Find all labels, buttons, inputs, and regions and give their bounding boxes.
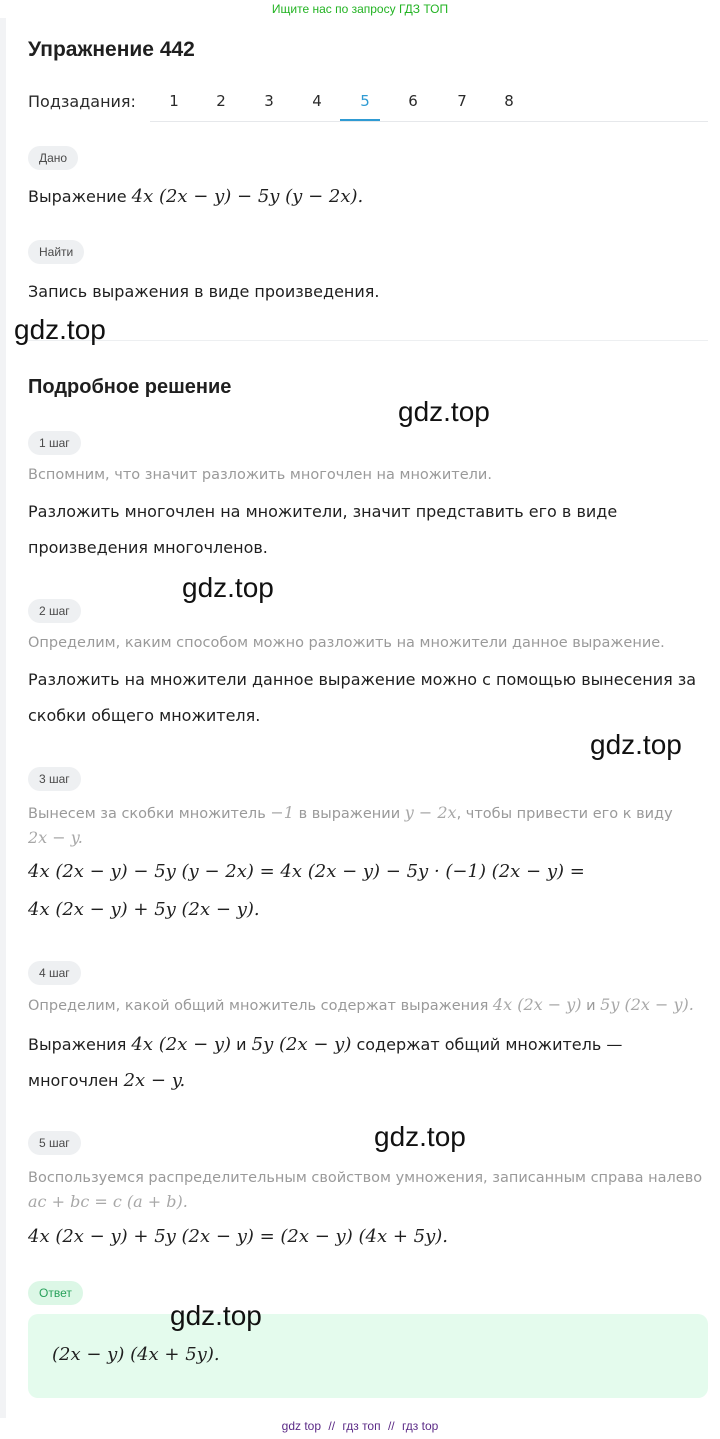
step-5-badge: 5 шаг [28,1131,81,1155]
active-tab-indicator [340,119,380,121]
step-5-hint-formula: ac + bc = c (a + b). [28,1192,188,1211]
tab-subtask-6[interactable]: 6 [408,92,418,110]
watermark: gdz.top [590,729,682,760]
step-5-equation: 4x (2x − y) + 5y (2x − y) = (2x − y) (4x + 5y). [28,1226,448,1247]
tab-subtask-3[interactable]: 3 [264,92,274,110]
step-3-hint-m2: y − 2x [404,803,457,822]
step-4-text-a: Выражения [28,1035,127,1054]
tab-subtask-2[interactable]: 2 [216,92,226,110]
step-4-hint-m2: 5y (2x − y). [600,995,694,1014]
footer-separator: // [387,1419,395,1433]
exercise-card [6,18,720,1418]
top-banner[interactable]: Ищите нас по запросу ГДЗ ТОП [271,2,449,16]
step-4-line-2 [28,1070,185,1091]
tab-subtask-4[interactable]: 4 [312,92,322,110]
given-text [28,186,363,207]
step-4-text-m2: 5y (2x − y) [251,1034,352,1055]
step-3-hint-a: Вынесем за скобки множитель [28,806,266,822]
answer-badge: Ответ [28,1281,83,1305]
step-4-hint-a: Определим, какой общий множитель содержат выражения [28,998,489,1014]
section-divider [28,340,708,341]
tab-subtask-7[interactable]: 7 [457,92,467,110]
step-2-line-2: скобки общего множителя. [28,706,261,725]
page-title: Упражнение 442 [28,38,195,61]
footer-link-1[interactable]: gdz top [281,1419,322,1433]
step-4-text-m3: 2x − y. [123,1070,186,1091]
step-3-hint [28,801,688,851]
step-4-text-m1: 4x (2x − y) [131,1034,232,1055]
step-4-line-1 [28,1034,622,1055]
step-2-line-1: Разложить на множители данное выражение можно с помощью вынесения за [28,670,697,689]
step-3-equation-1: 4x (2x − y) − 5y (y − 2x) = 4x (2x − y) − 5y · (−1) (2x − y) = [28,861,585,882]
step-4-badge: 4 шаг [28,961,81,985]
given-prefix: Выражение [28,187,127,206]
step-5-hint-text: Воспользуемся распределительным свойством умножения, записанным справа налево [28,1170,703,1186]
watermark: gdz.top [398,396,490,427]
step-1-line-2: произведения многочленов. [28,538,268,557]
step-3-equation-2: 4x (2x − y) + 5y (2x − y). [28,899,260,920]
step-4-hint [28,995,694,1014]
step-3-badge: 3 шаг [28,767,81,791]
footer-separator: // [328,1419,336,1433]
step-2-badge: 2 шаг [28,599,81,623]
step-4-hint-m1: 4x (2x − y) [492,995,582,1014]
watermark: gdz.top [182,572,274,603]
step-3-hint-m3: 2x − y. [28,828,83,847]
find-badge: Найти [28,240,84,264]
footer-link-3[interactable]: гдз top [401,1419,439,1433]
tab-subtask-5[interactable]: 5 [360,92,370,110]
answer-text: (2x − y) (4x + 5y). [52,1344,220,1365]
subtasks-tabs [150,84,708,122]
step-3-hint-b: в выражении [298,806,401,822]
step-3-hint-m1: −1 [270,803,294,822]
step-3-hint-c: , чтобы привести его к виду [456,806,673,822]
tab-subtask-1[interactable]: 1 [169,92,179,110]
step-4-hint-b: и [586,998,596,1014]
step-4-text-b: и [236,1035,247,1054]
watermark: gdz.top [170,1300,262,1331]
watermark: gdz.top [14,314,106,345]
step-1-badge: 1 шаг [28,431,81,455]
watermark: gdz.top [374,1121,466,1152]
footer-link-2[interactable]: гдз топ [342,1419,381,1433]
step-5-hint [28,1166,708,1215]
step-2-hint: Определим, каким способом можно разложить на множители данное выражение. [28,635,665,651]
step-1-hint: Вспомним, что значит разложить многочлен на множители. [28,467,492,483]
footer-links [0,1419,720,1433]
find-text: Запись выражения в виде произведения. [28,282,380,301]
solution-title: Подробное решение [28,376,232,398]
given-expression: 4x (2x − y) − 5y (y − 2x). [131,186,364,207]
answer-box [28,1314,708,1398]
tab-subtask-8[interactable]: 8 [504,92,514,110]
subtasks-label: Подзадания: [28,92,136,111]
given-badge: Дано [28,146,78,170]
step-1-line-1: Разложить многочлен на множители, значит представить его в виде [28,502,618,521]
step-4-text-d: многочлен [28,1071,119,1090]
step-4-text-c: содержат общий множитель — [356,1035,623,1054]
